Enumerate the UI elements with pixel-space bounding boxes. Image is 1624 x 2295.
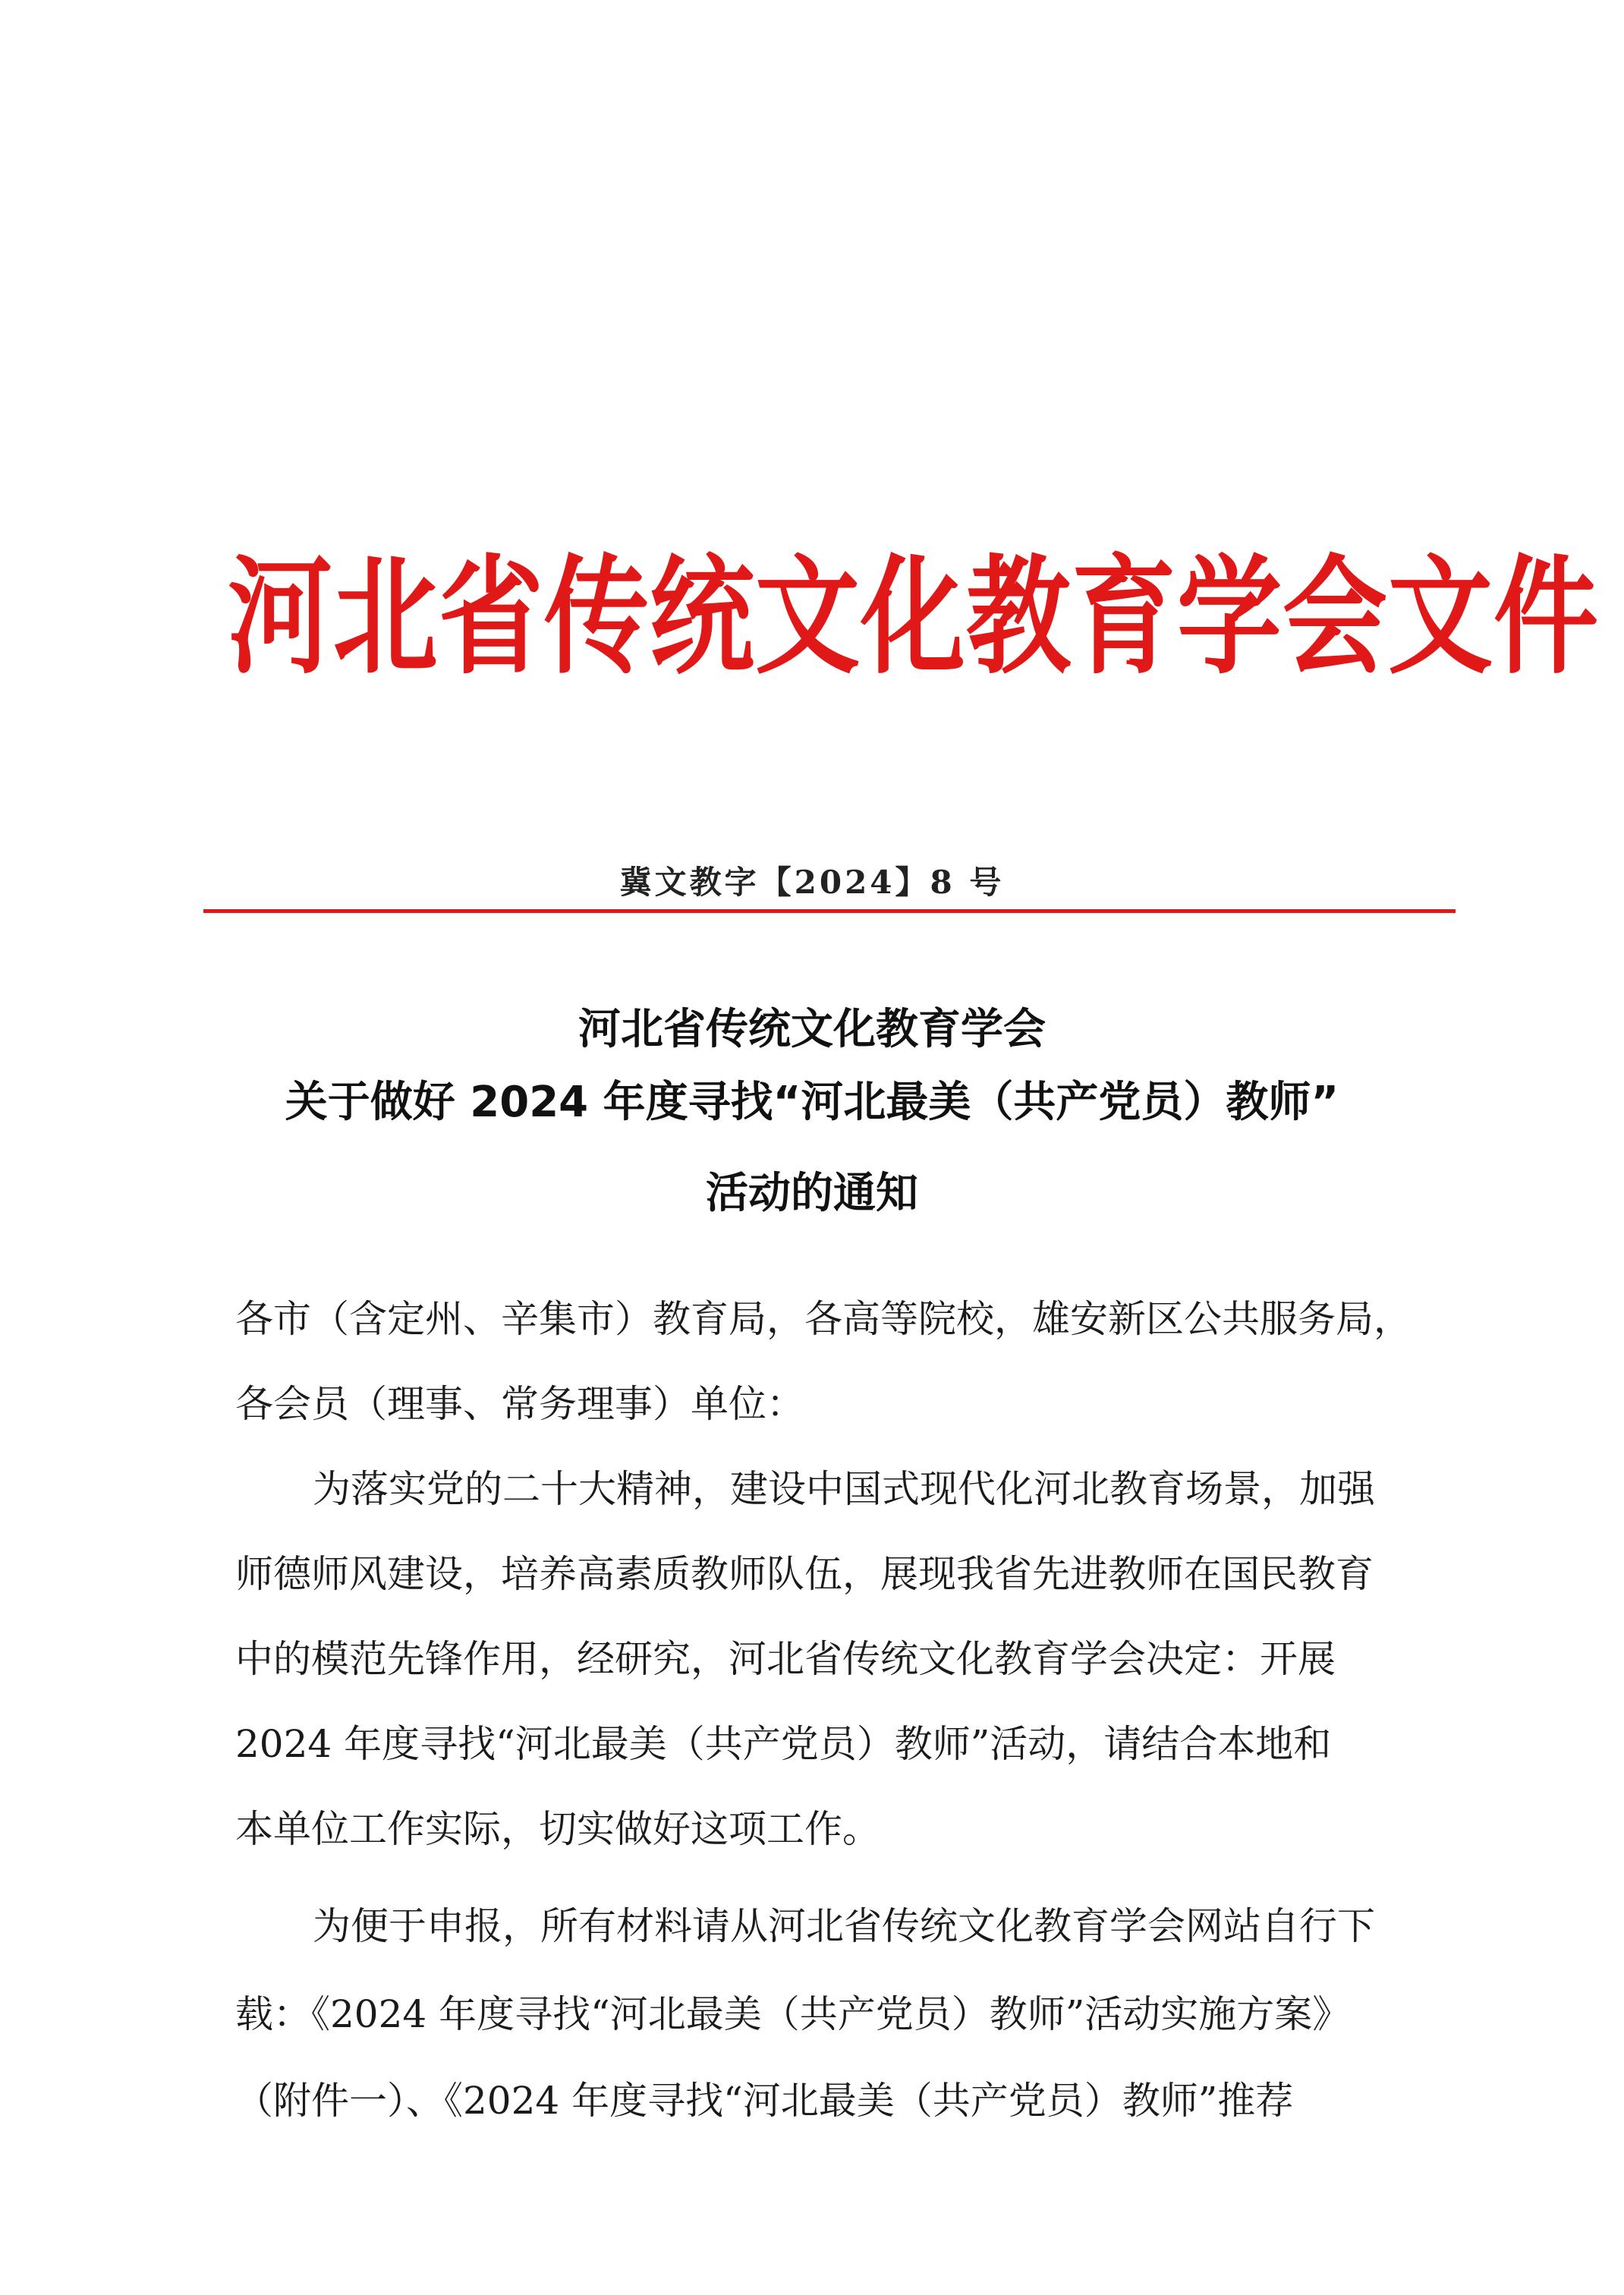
document-number: 冀文教字【2024】8 号: [619, 864, 1005, 901]
body-line-p1-5: 本单位工作实际，切实做好这项工作。: [235, 1807, 880, 1851]
notice-title-line-3: 活动的通知: [706, 1169, 918, 1218]
body-line-p1-2: 师德师风建设，培养高素质教师队伍，展现我省先进教师在国民教育: [235, 1552, 1374, 1596]
body-line-p1-3: 中的模范先锋作用，经研究，河北省传统文化教育学会决定：开展: [235, 1637, 1336, 1681]
masthead-title: 河北省传统文化教育学会文件: [228, 540, 1600, 692]
body-line-p2-1: 为便于申报，所有材料请从河北省传统文化教育学会网站自行下: [313, 1904, 1375, 1948]
red-divider-line: [203, 909, 1456, 913]
body-line-p2-3: （附件一）、《2024 年度寻找“河北最美（共产党员）教师”推荐: [235, 2079, 1294, 2123]
body-line-addressee-2: 各会员（理事、常务理事）单位：: [235, 1382, 804, 1426]
body-line-addressee-1: 各市（含定州、辛集市）教育局，各高等院校，雄安新区公共服务局，: [235, 1297, 1412, 1341]
body-line-p2-2: 载：《2024 年度寻找“河北最美（共产党员）教师”活动实施方案》: [235, 1992, 1351, 2036]
body-line-p1-4: 2024 年度寻找“河北最美（共产党员）教师”活动，请结合本地和: [235, 1722, 1332, 1766]
notice-title-line-1: 河北省传统文化教育学会: [578, 1005, 1046, 1054]
notice-title-line-2: 关于做好 2024 年度寻找“河北最美（共产党员）教师”: [285, 1078, 1339, 1127]
body-line-p1-1: 为落实党的二十大精神，建设中国式现代化河北教育场景，加强: [313, 1467, 1375, 1511]
